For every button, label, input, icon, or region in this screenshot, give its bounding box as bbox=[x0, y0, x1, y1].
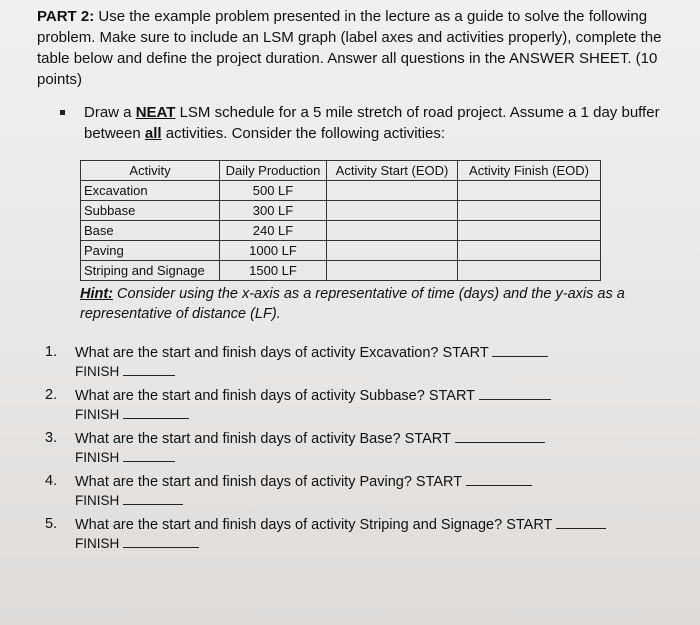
question-prompt: What are the start and finish days of activity Paving? START bbox=[75, 474, 462, 490]
table-row bbox=[81, 201, 601, 221]
question-prompt: What are the start and finish days of activity Base? START bbox=[75, 431, 451, 447]
finish-label: FINISH bbox=[75, 364, 120, 379]
question-text bbox=[75, 516, 606, 533]
hint-text bbox=[80, 284, 680, 324]
finish-line bbox=[75, 449, 175, 465]
finish-line bbox=[75, 492, 183, 508]
start-answer-blank[interactable] bbox=[455, 430, 545, 443]
question-number: 2. bbox=[45, 387, 58, 403]
finish-line bbox=[75, 363, 175, 379]
finish-cell[interactable] bbox=[458, 201, 601, 221]
table-row bbox=[81, 221, 601, 241]
start-answer-blank[interactable] bbox=[492, 344, 548, 357]
bullet-icon bbox=[60, 110, 65, 115]
question-prompt: What are the start and finish days of activity Subbase? START bbox=[75, 388, 475, 404]
question-text bbox=[75, 473, 532, 490]
question-prompt: What are the start and finish days of activity Excavation? START bbox=[75, 345, 489, 361]
activity-table bbox=[80, 160, 601, 281]
header-activity: Activity bbox=[81, 161, 220, 181]
finish-label: FINISH bbox=[75, 407, 120, 422]
table-row bbox=[81, 261, 601, 281]
finish-cell[interactable] bbox=[458, 221, 601, 241]
header-start: Activity Start (EOD) bbox=[327, 161, 458, 181]
production-cell: 500 LF bbox=[220, 181, 327, 201]
question-text bbox=[75, 430, 545, 447]
start-cell[interactable] bbox=[327, 181, 458, 201]
finish-line bbox=[75, 406, 189, 422]
instruction-text bbox=[84, 102, 684, 144]
activity-cell: Paving bbox=[81, 241, 220, 261]
start-answer-blank[interactable] bbox=[556, 516, 606, 529]
instruction-pre: Draw a bbox=[84, 104, 136, 121]
header-finish: Activity Finish (EOD) bbox=[458, 161, 601, 181]
question-number: 4. bbox=[45, 473, 58, 489]
start-cell[interactable] bbox=[327, 241, 458, 261]
question-number: 1. bbox=[45, 344, 58, 360]
activity-cell: Base bbox=[81, 221, 220, 241]
instruction-mid: LSM schedule for a 5 mile stretch of road project. Assume a 1 day buffer between bbox=[84, 104, 660, 142]
finish-answer-blank[interactable] bbox=[123, 535, 199, 548]
instruction-all: all bbox=[144, 125, 162, 142]
instruction-post: activities. Consider the following activities: bbox=[161, 125, 446, 142]
finish-line bbox=[75, 535, 199, 551]
production-cell: 1000 LF bbox=[220, 241, 327, 261]
activity-cell: Striping and Signage bbox=[81, 261, 220, 281]
table-row bbox=[81, 181, 601, 201]
question-text bbox=[75, 344, 548, 361]
finish-answer-blank[interactable] bbox=[123, 363, 175, 376]
question-text bbox=[75, 387, 551, 404]
finish-cell[interactable] bbox=[458, 181, 601, 201]
finish-answer-blank[interactable] bbox=[123, 492, 183, 505]
finish-answer-blank[interactable] bbox=[123, 449, 175, 462]
production-cell: 240 LF bbox=[220, 221, 327, 241]
hint-body: Consider using the x-axis as a representative of time (days) and the y-axis as a representative of distance (LF). bbox=[80, 286, 625, 322]
activity-cell: Subbase bbox=[81, 201, 220, 221]
part-instructions: Use the example problem presented in the lecture as a guide to solve the following problem. Make sure to include an LSM graph (label axes and activities properly), complete the table below and define the project duration. Answer all questions in the ANSWER SHEET. (10 points) bbox=[37, 8, 662, 88]
production-cell: 1500 LF bbox=[220, 261, 327, 281]
finish-label: FINISH bbox=[75, 493, 120, 508]
finish-label: FINISH bbox=[75, 536, 120, 551]
activity-cell: Excavation bbox=[81, 181, 220, 201]
instruction-neat: NEAT bbox=[135, 104, 176, 121]
header-production: Daily Production bbox=[220, 161, 327, 181]
hint-label: Hint: bbox=[80, 286, 114, 302]
finish-answer-blank[interactable] bbox=[123, 406, 189, 419]
table-row bbox=[81, 241, 601, 261]
part-label: PART 2: bbox=[37, 8, 95, 25]
table-header-row bbox=[81, 161, 601, 181]
question-number: 3. bbox=[45, 430, 58, 446]
finish-cell[interactable] bbox=[458, 241, 601, 261]
start-cell[interactable] bbox=[327, 201, 458, 221]
finish-cell[interactable] bbox=[458, 261, 601, 281]
question-prompt: What are the start and finish days of activity Striping and Signage? START bbox=[75, 517, 553, 533]
finish-label: FINISH bbox=[75, 450, 120, 465]
start-cell[interactable] bbox=[327, 261, 458, 281]
start-cell[interactable] bbox=[327, 221, 458, 241]
start-answer-blank[interactable] bbox=[479, 387, 551, 400]
part-heading bbox=[37, 6, 682, 90]
question-number: 5. bbox=[45, 516, 58, 532]
production-cell: 300 LF bbox=[220, 201, 327, 221]
start-answer-blank[interactable] bbox=[466, 473, 532, 486]
